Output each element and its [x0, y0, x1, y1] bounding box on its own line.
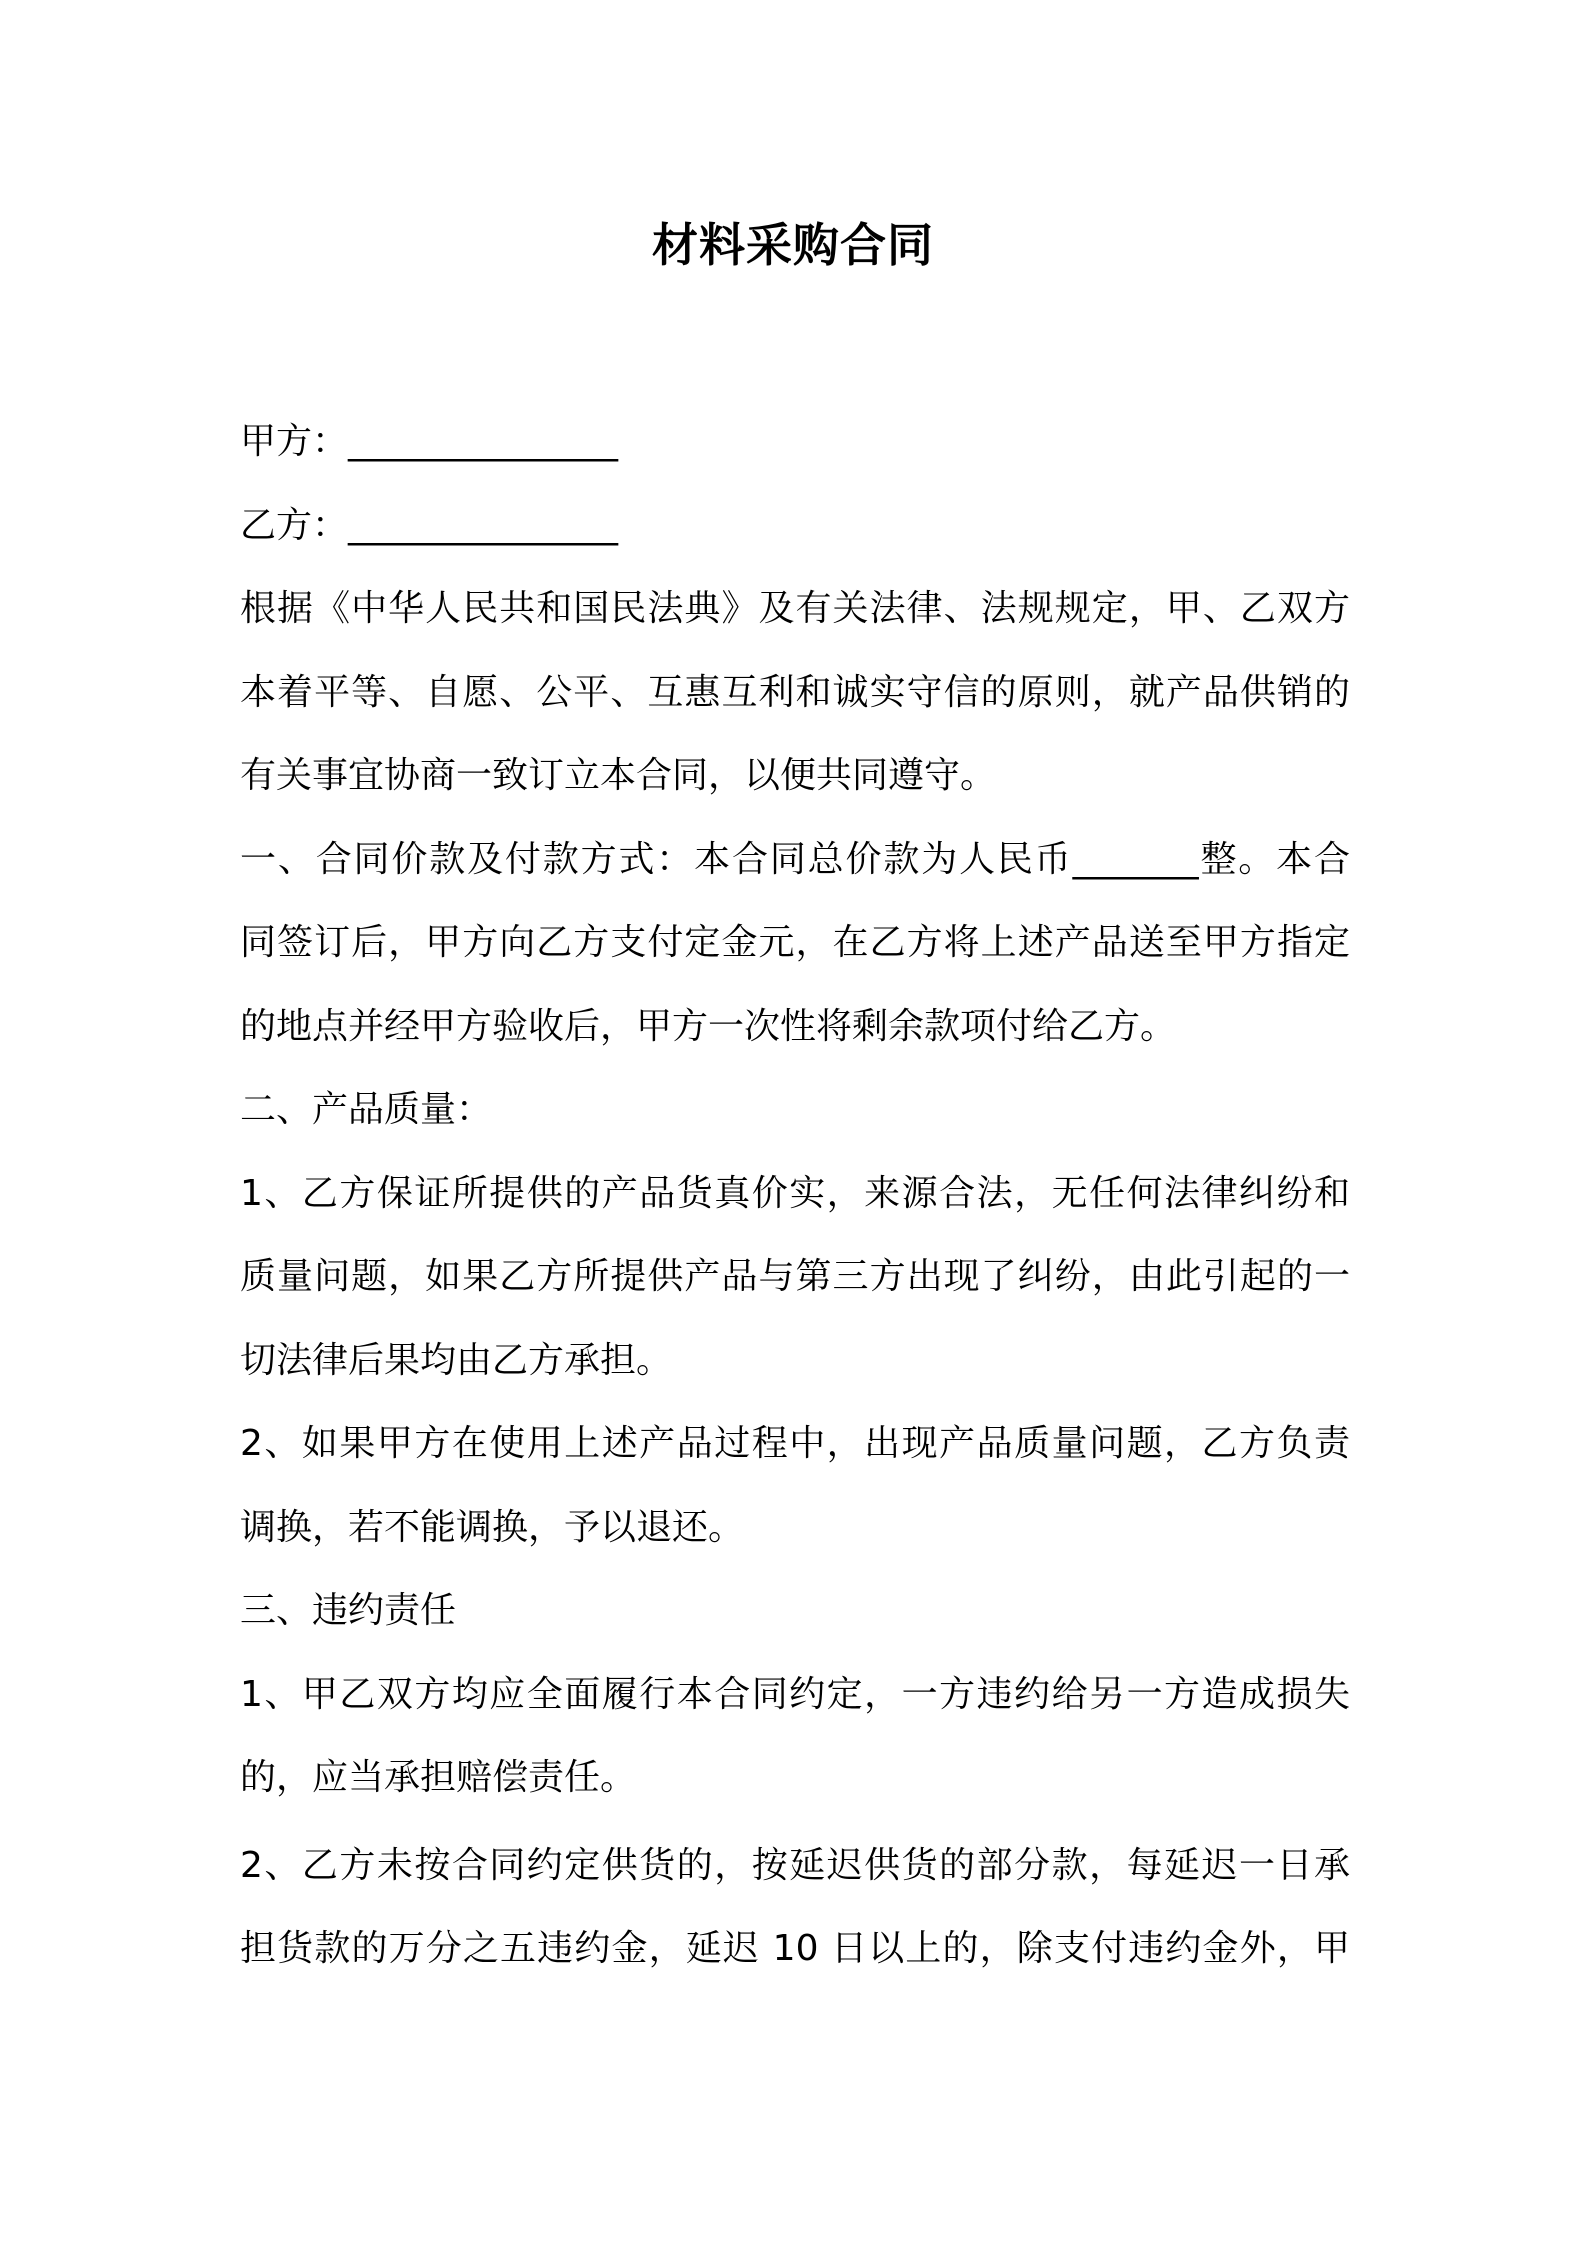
clause-3-1-line-1: 1、甲乙双方均应全面履行本合同约定，一方违约给另一方造成损失: [240, 1673, 1350, 1715]
clause-1-line-1: 一、合同价款及付款方式：本合同总价款为人民币_______整。本合: [240, 838, 1350, 880]
clause-3-2-line-2: 担货款的万分之五违约金，延迟 10 日以上的，除支付违约金外，甲: [240, 1928, 1350, 1969]
clause-2-2-line-2: 调换，若不能调换，予以退还。: [240, 1506, 745, 1548]
preamble-line-3: 有关事宜协商一致订立本合同，以便共同遵守。: [240, 755, 997, 796]
clause-2-1-line-3: 切法律后果均由乙方承担。: [240, 1339, 673, 1381]
clause-2-1-line-2: 质量问题，如果乙方所提供产品与第三方出现了纠纷，由此引起的一: [240, 1256, 1350, 1297]
clause-2-1-line-1: 1、乙方保证所提供的产品货真价实，来源合法，无任何法律纠纷和: [240, 1172, 1350, 1214]
document-body: [240, 400, 1350, 1991]
clause-2-2-line-1: 2、如果甲方在使用上述产品过程中，出现产品质量问题，乙方负责: [240, 1423, 1350, 1464]
party-a-line: 甲方：_______________: [240, 421, 619, 462]
preamble-line-2: 本着平等、自愿、公平、互惠互利和诚实守信的原则，就产品供销的: [240, 671, 1350, 713]
section-3-heading: 三、违约责任: [240, 1590, 457, 1631]
clause-3-1-line-2: 的，应当承担赔偿责任。: [240, 1757, 637, 1798]
preamble-line-1: 根据《中华人民共和国民法典》及有关法律、法规规定，甲、乙双方: [240, 588, 1350, 629]
clause-1-line-3: 的地点并经甲方验收后，甲方一次性将剩余款项付给乙方。: [240, 1005, 1177, 1047]
party-b-line: 乙方：_______________: [240, 504, 619, 546]
document-title: 材料采购合同: [652, 218, 934, 272]
section-2-heading: 二、产品质量：: [240, 1089, 493, 1130]
clause-1-line-2: 同签订后，甲方向乙方支付定金元，在乙方将上述产品送至甲方指定: [240, 922, 1350, 963]
clause-3-2-line-1: 2、乙方未按合同约定供货的，按延迟供货的部分款，每延迟一日承: [240, 1844, 1350, 1886]
